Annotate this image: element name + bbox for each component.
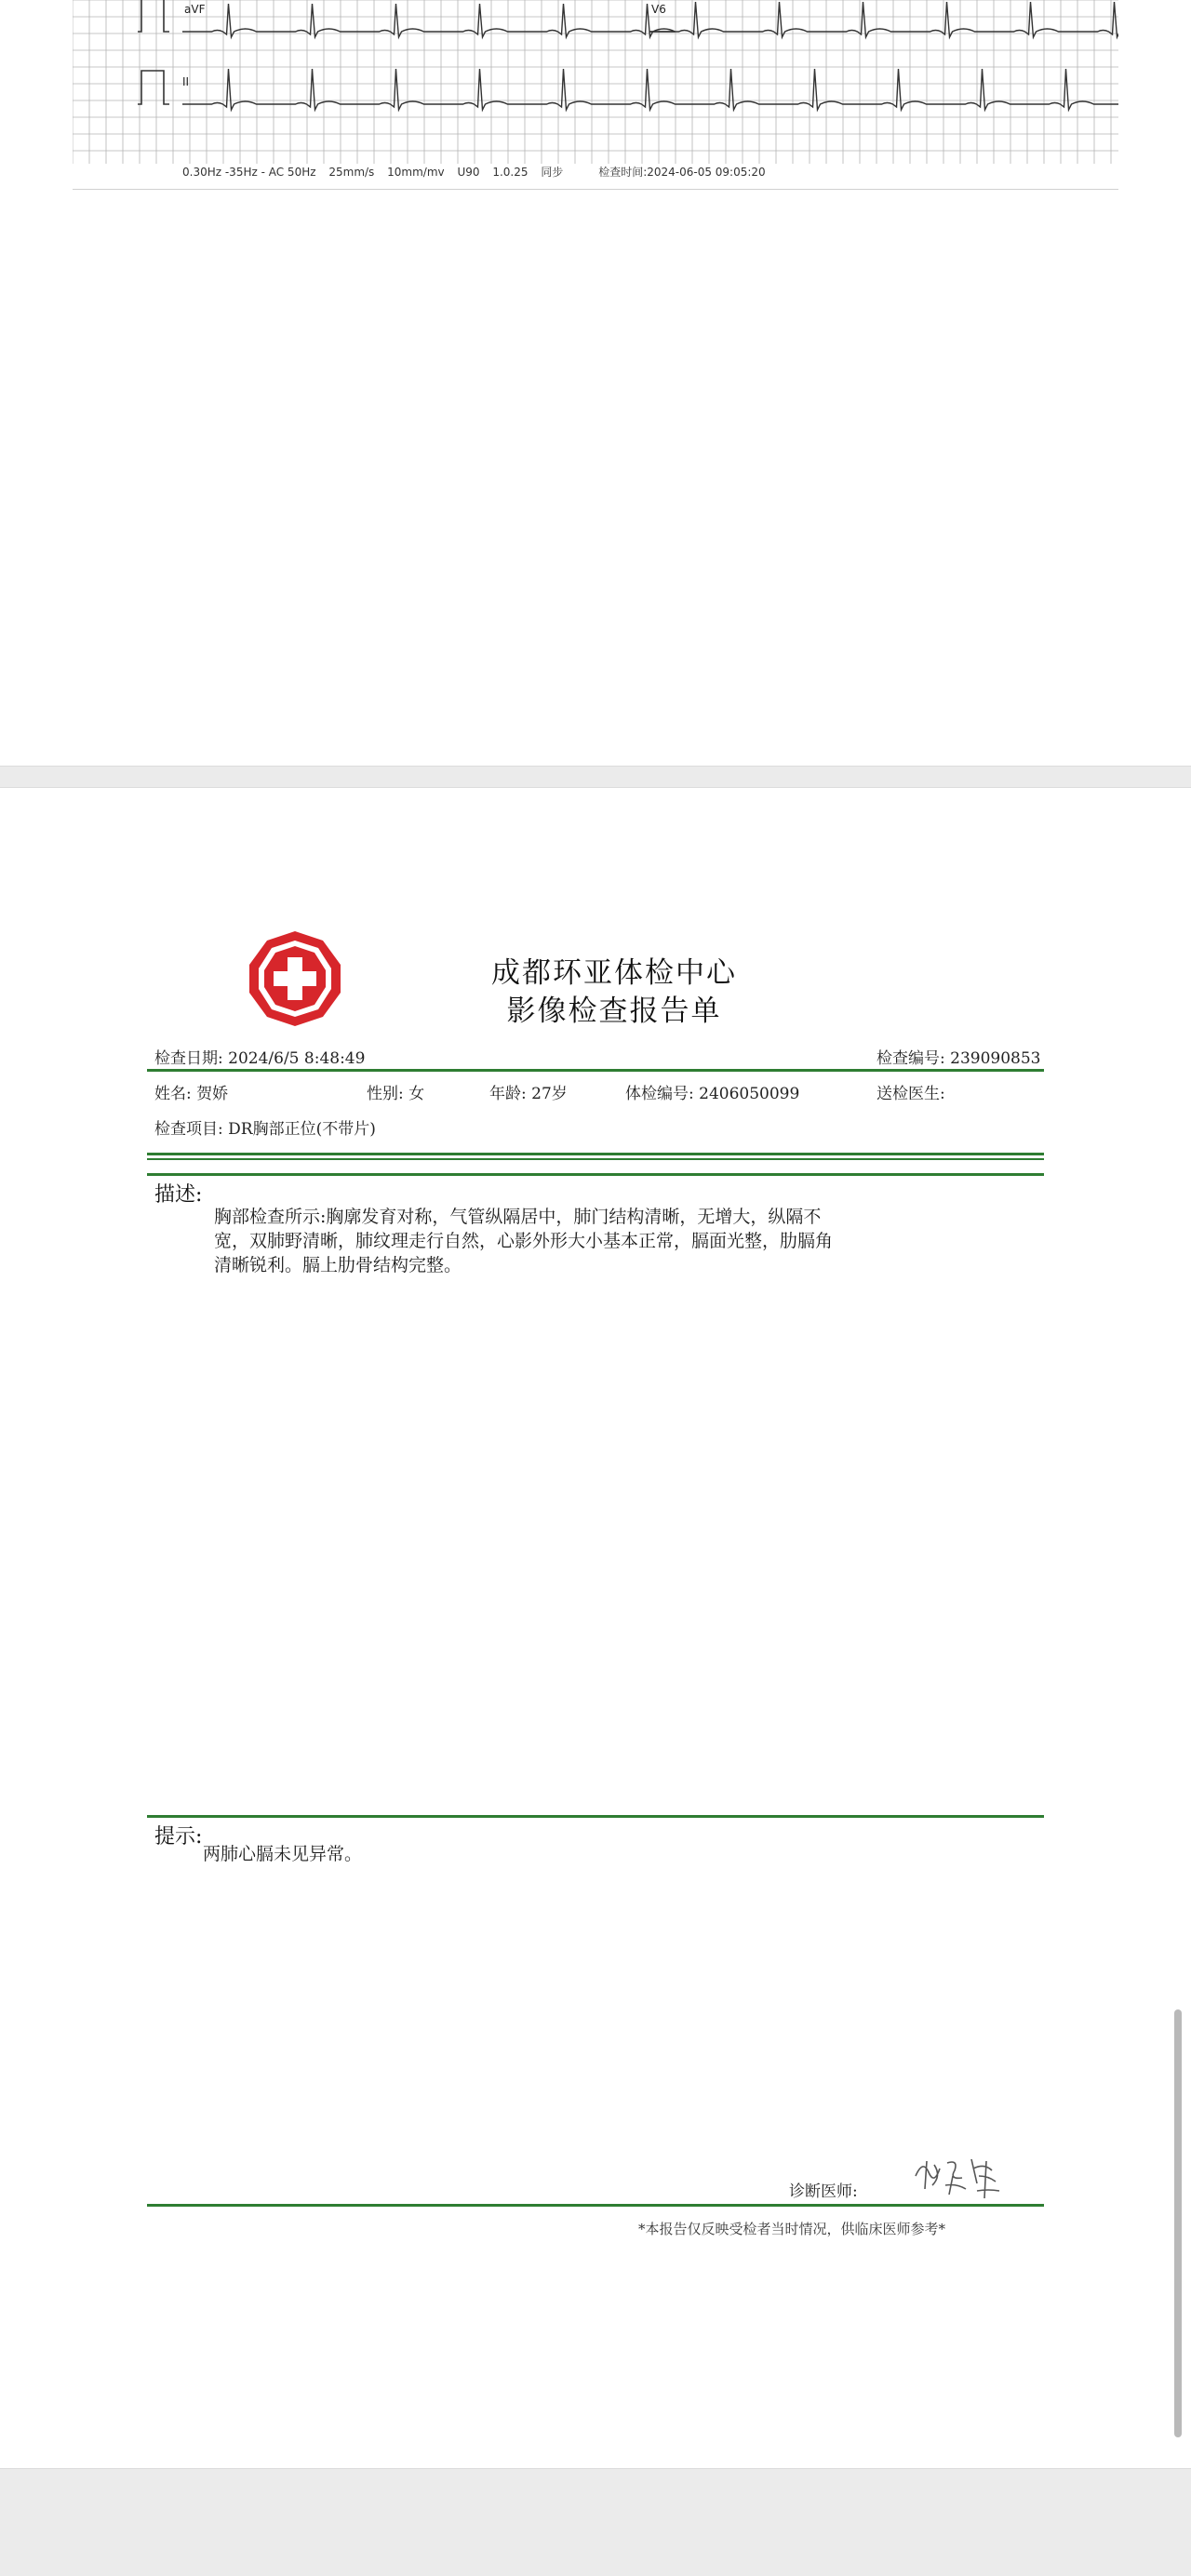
institution-title: 成都环亚体检中心 (491, 956, 737, 990)
doctor-signature (912, 2148, 1005, 2204)
ecg-setting: 同步 (541, 166, 564, 179)
patient-name-value: 贺娇 (196, 1085, 229, 1103)
description-line: 清晰锐利。膈上肋骨结构完整。 (214, 1255, 462, 1275)
exam-number (625, 1080, 799, 1103)
ecg-setting: 10mm/mv (387, 166, 445, 179)
report-title: 影像检查报告单 (506, 994, 722, 1028)
description-line: 宽，双肺野清晰，肺纹理走行自然，心影外形大小基本正常，膈面光整，肋膈角 (214, 1231, 834, 1251)
patient-name-label: 姓名: (154, 1085, 192, 1103)
divider (147, 2204, 1044, 2207)
hint-label: 提示: (154, 1825, 203, 1849)
divider (147, 1069, 1044, 1072)
ecg-lead-label: V6 (651, 3, 666, 16)
ecg-setting: 1.0.25 (492, 166, 529, 179)
check-number-value: 239090853 (950, 1049, 1041, 1068)
ecg-trace-v6 (649, 2, 1118, 37)
check-date-label: 检查日期: (154, 1049, 223, 1068)
ecg-caption (182, 164, 775, 180)
exam-item-label: 检查项目: (154, 1120, 223, 1139)
check-number (877, 1045, 1040, 1068)
patient-name (154, 1080, 228, 1103)
scrollbar-thumb[interactable] (1174, 2009, 1182, 2437)
description-text (214, 1205, 930, 1277)
check-number-label: 检查编号: (877, 1049, 945, 1068)
divider (147, 1173, 1044, 1176)
check-date (154, 1045, 365, 1068)
report-footnote: *本报告仅反映受检者当时情况，供临床医师参考* (638, 2221, 946, 2237)
divider (147, 1153, 1044, 1155)
patient-age-label: 年龄: (489, 1085, 527, 1103)
referring-doctor (877, 1080, 945, 1103)
patient-age-value: 27岁 (531, 1085, 568, 1103)
divider (147, 1158, 1044, 1160)
ecg-setting: U90 (457, 166, 480, 179)
ecg-lead-label: aVF (184, 3, 206, 16)
description-label: 描述: (154, 1183, 203, 1207)
ecg-trace-ii (182, 69, 1118, 110)
diagnosing-doctor-label: 诊断医师: (789, 2182, 858, 2201)
patient-sex-label: 性别: (367, 1085, 404, 1103)
ecg-page (0, 0, 1191, 767)
ecg-check-time-label: 检查时间: (598, 166, 648, 179)
exam-number-value: 2406050099 (699, 1085, 800, 1103)
referring-doctor-label: 送检医生: (877, 1085, 945, 1103)
ecg-calibration-pulse (138, 71, 169, 104)
report-page (0, 787, 1191, 2469)
check-date-value: 2024/6/5 8:48:49 (228, 1049, 366, 1068)
hint-text: 两肺心膈未见异常。 (203, 1844, 363, 1864)
patient-sex-value: 女 (408, 1085, 425, 1103)
patient-sex (367, 1080, 424, 1103)
ecg-calibration-pulse (138, 0, 169, 32)
exam-number-label: 体检编号: (625, 1085, 694, 1103)
exam-item (154, 1115, 376, 1139)
red-cross-logo-icon (244, 928, 346, 1030)
ecg-chart (73, 0, 1118, 164)
description-line: 胸部检查所示:胸廓发育对称，气管纵隔居中，肺门结构清晰，无增大，纵隔不 (214, 1207, 822, 1227)
ecg-setting: 25mm/s (328, 166, 375, 179)
divider (147, 1815, 1044, 1818)
divider (73, 189, 1118, 190)
patient-age (489, 1080, 568, 1103)
ecg-lead-label: II (182, 75, 190, 88)
ecg-trace-avf (182, 4, 676, 37)
ecg-check-time: 2024-06-05 09:05:20 (647, 166, 766, 179)
ecg-setting: 0.30Hz -35Hz - AC 50Hz (182, 166, 316, 179)
exam-item-value: DR胸部正位(不带片) (228, 1120, 376, 1139)
